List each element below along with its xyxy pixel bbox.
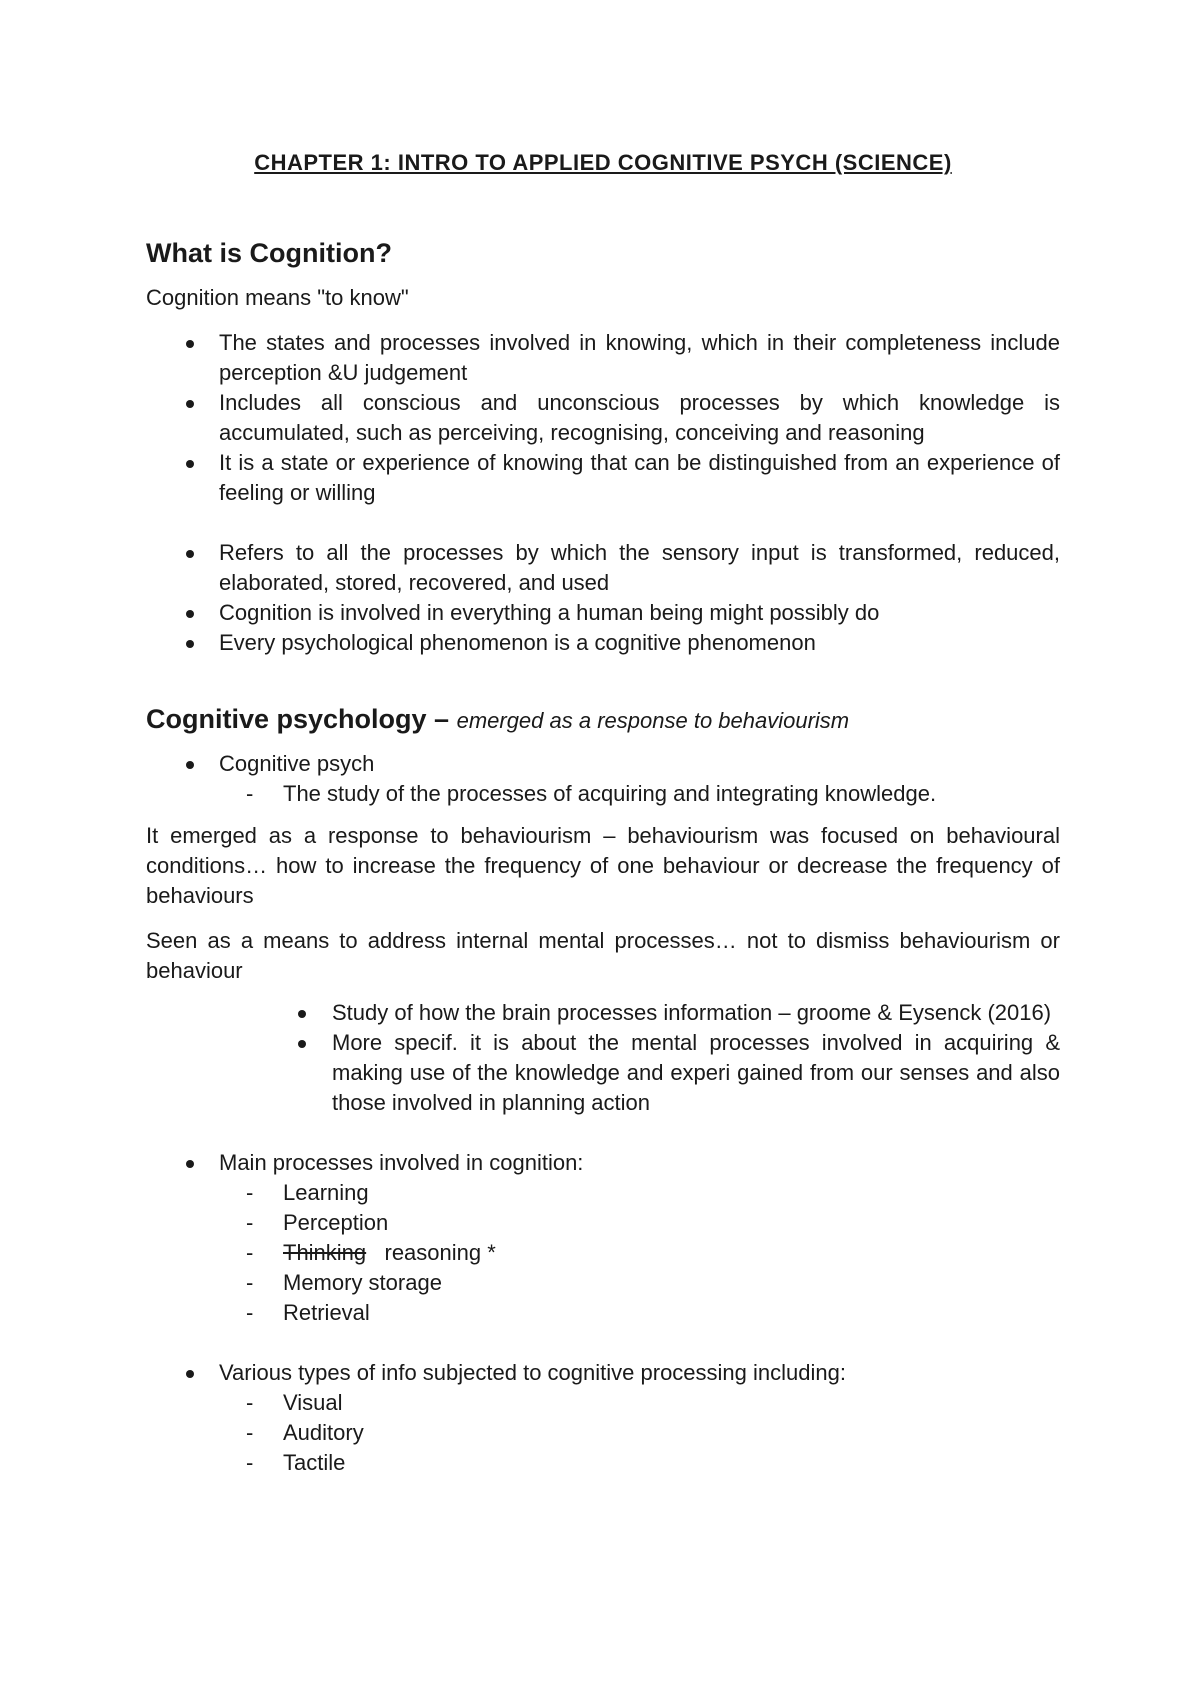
list-item: - Memory storage [146, 1268, 1060, 1298]
list-item: More specif. it is about the mental processes involved in acquiring & making use of the knowledge and experi gained from our senses and also those involved in planning action [146, 1028, 1060, 1118]
list-item: Cognitive psych [146, 749, 1060, 779]
section-heading-cognitive-psychology: Cognitive psychology – emerged as a response to behaviourism [146, 704, 850, 734]
main-processes-bullet [146, 1148, 1060, 1178]
list-item: - Learning [146, 1178, 1060, 1208]
list-item: - Retrieval [146, 1298, 1060, 1328]
main-processes-list [146, 1178, 1060, 1328]
spacer [146, 508, 1060, 538]
list-item: - Perception [146, 1208, 1060, 1238]
list-item: Cognition is involved in everything a human being might possibly do [146, 598, 1060, 628]
bullet-icon [186, 761, 194, 769]
dash-marker: - [246, 781, 254, 806]
dash-marker: - [246, 1240, 254, 1265]
list-item: Every psychological phenomenon is a cognitive phenomenon [146, 628, 1060, 658]
list-item: Study of how the brain processes information – groome & Eysenck (2016) [146, 998, 1060, 1028]
section-subtitle: emerged as a response to behaviourism [456, 708, 850, 733]
list-item: - Auditory [146, 1418, 1060, 1448]
spacer [146, 1118, 1060, 1148]
cognition-bullets-b [146, 538, 1060, 658]
dash-marker: - [246, 1300, 254, 1325]
list-item: - Tactile [146, 1448, 1060, 1478]
dash-marker: - [246, 1420, 254, 1445]
chapter-title: CHAPTER 1: INTRO TO APPLIED COGNITIVE PSYCH (SCIENCE) [254, 150, 952, 175]
paragraph-internal-processes: Seen as a means to address internal mental processes… not to dismiss behaviourism or behaviour [146, 928, 1060, 983]
list-item: Various types of info subjected to cognitive processing including: [146, 1358, 1060, 1388]
cognitive-psych-dash [146, 779, 1060, 809]
list-item: It is a state or experience of knowing that can be distinguished from an experience of feeling or willing [146, 448, 1060, 508]
struck-text: Thinking [283, 1240, 367, 1265]
cognition-intro: Cognition means "to know" [146, 285, 409, 310]
list-item: - Thinking reasoning * [146, 1238, 1060, 1268]
info-types-list [146, 1388, 1060, 1478]
list-item: Main processes involved in cognition: [146, 1148, 1060, 1178]
bullet-icon [186, 1370, 194, 1378]
spacer [146, 1328, 1060, 1358]
document-content [146, 150, 1060, 1478]
bullet-icon [186, 550, 194, 558]
bullet-icon [298, 1010, 306, 1018]
indented-bullets [146, 998, 1060, 1118]
bullet-icon [186, 640, 194, 648]
bullet-icon [186, 1160, 194, 1168]
dash-marker: - [246, 1390, 254, 1415]
bullet-icon [186, 340, 194, 348]
info-types-bullet [146, 1358, 1060, 1388]
dash-marker: - [246, 1450, 254, 1475]
cognitive-psych-bullet [146, 749, 1060, 779]
paragraph-behaviourism: It emerged as a response to behaviourism – behaviourism was focused on behavioural conditions… how to increase the frequency of one behaviour or decrease the frequency of behaviours [146, 823, 1060, 908]
bullet-icon [186, 400, 194, 408]
bullet-icon [298, 1040, 306, 1048]
dash-marker: - [246, 1210, 254, 1235]
section-heading-cognition: What is Cognition? [146, 238, 392, 268]
list-item: - The study of the processes of acquiring and integrating knowledge. [146, 779, 1060, 809]
dash-marker: - [246, 1180, 254, 1205]
dash-marker: - [246, 1270, 254, 1295]
bullet-icon [186, 460, 194, 468]
bullet-icon [186, 610, 194, 618]
list-item: Refers to all the processes by which the sensory input is transformed, reduced, elaborated, stored, recovered, and used [146, 538, 1060, 598]
cognition-bullets-a [146, 328, 1060, 508]
list-item: The states and processes involved in knowing, which in their completeness include perception &U judgement [146, 328, 1060, 388]
list-item: - Visual [146, 1388, 1060, 1418]
list-item: Includes all conscious and unconscious processes by which knowledge is accumulated, such as perceiving, recognising, conceiving and reasoning [146, 388, 1060, 448]
